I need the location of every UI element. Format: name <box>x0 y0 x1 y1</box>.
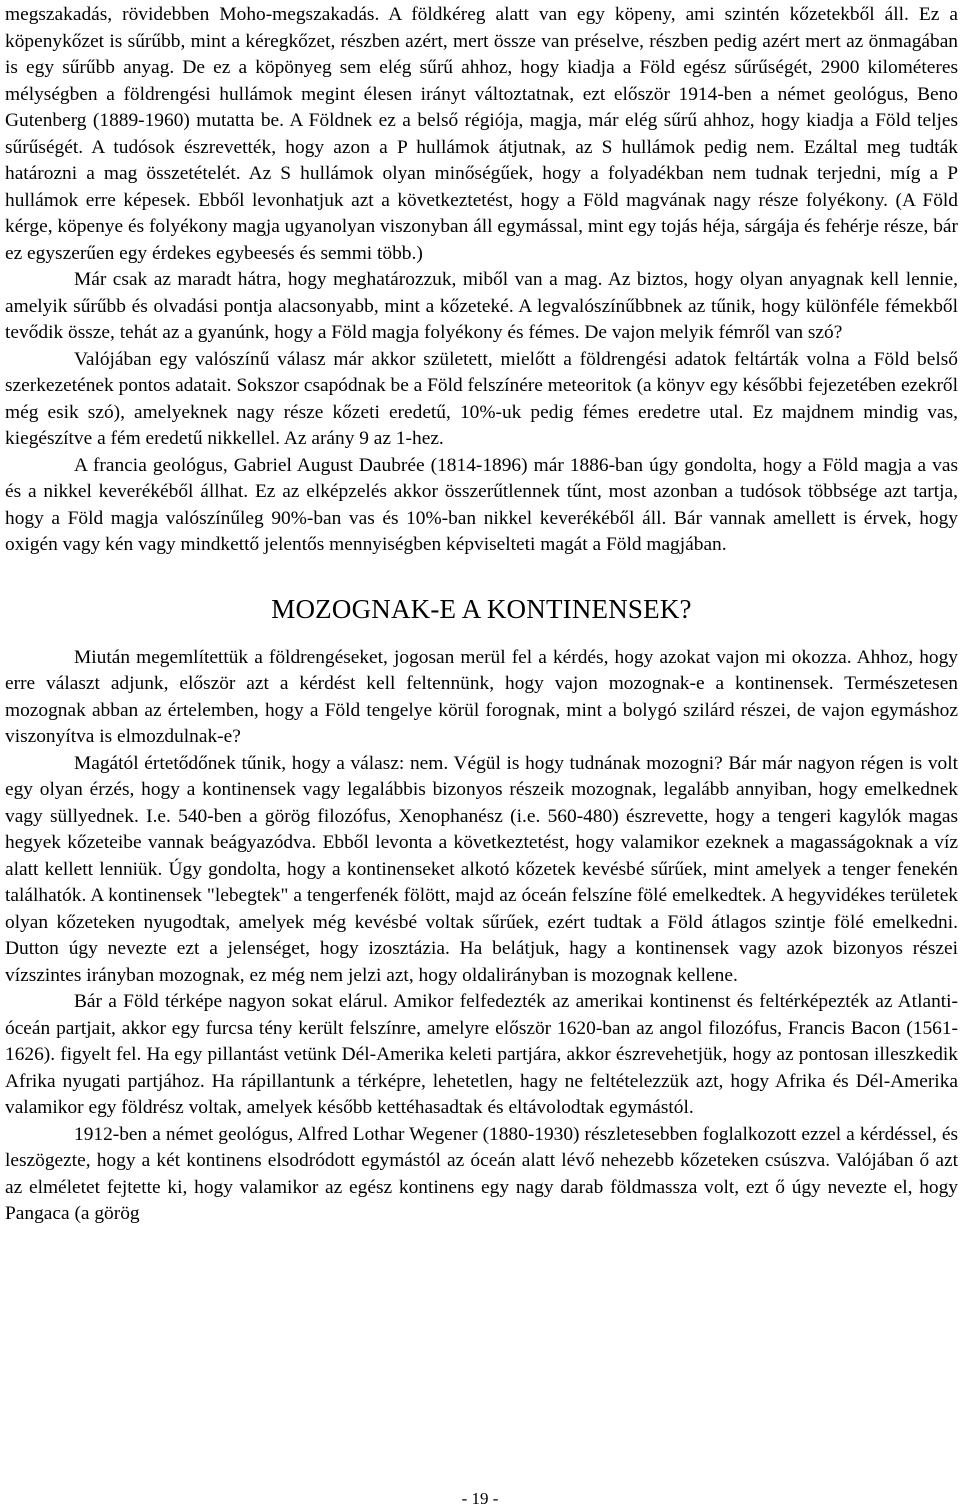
paragraph: Bár a Föld térképe nagyon sokat elárul. Amikor felfedezték az amerikai kontinenst és feltérképezték az Atlanti-óceán partjait, akkor egy furcsa tény került felszínre, amelyre először 1620-ban az angol filozófus, Francis Bacon (1561-1626). figyelt fel. Ha egy pillantást vetünk Dél-Amerika keleti partjára, akkor észrevehetjük, hogy az pontosan illeszkedik Afrika nyugati partjához. Ha rápillantunk a térképre, lehetetlen, hagy ne feltételezzük azt, hogy Afrika és Dél-Amerika valamikor egy földrész voltak, amelyek később kettéhasadtak és eltávolodtak egymástól. <box>5 991 958 1118</box>
paragraph: 1912-ben a német geológus, Alfred Lothar Wegener (1880-1930) részletesebben foglalkozott ezzel a kérdéssel, és leszögezte, hogy a két kontinens elsodródott egymástól az óceán alatt lévő nehezebb kőzeteken csúszva. Valójában ő azt az elméletet fejtette ki, hogy valamikor az egész kontinens egy nagy darab földmassza volt, ezt ő úgy nevezte el, hogy Pangaca (a görög <box>5 1123 958 1224</box>
paragraph: megszakadás, rövidebben Moho-megszakadás. A földkéreg alatt van egy köpeny, ami szintén kőzetekből áll. Ez a köpenykőzet is sűrűbb, mint a kéregkőzet, részben azért, mert össze van préselve, részben pedig azért mert az önmagában is egy sűrűbb anyag. De ez a köpönyeg sem elég sűrű ahhoz, hogy kiadja a Föld egész sűrűségét, 2900 kilométeres mélységben a földrengési hullámok megint élesen irányt változtatnak, ezt először 1914-ben a német geológus, Beno Gutenberg (1889-1960) mutatta be. A Földnek ez a belső régiója, magja, már elég sűrű ahhoz, hogy kiadja a Föld teljes sűrűségét. A tudósok észrevették, hogy azon a P hullámok átjutnak, az S hullámok pedig nem. Ezáltal meg tudták határozni a mag összetételét. Az S hullámok olyan minőségűek, hogy a folyadékban nem tudnak terjedni, míg a P hullámok erre képesek. Ebből levonhatjuk azt a következtetést, hogy a Föld magvának nagy része folyékony. (A Föld kérge, köpenye és folyékony magja ugyanolyan viszonyban áll egymással, mint egy tojás héja, sárgája és fehérje része, bár ez egyszerűen egy érdekes egybeesés és semmi több.) <box>5 4 958 264</box>
paragraph: Miután megemlítettük a földrengéseket, jogosan merül fel a kérdés, hogy azokat vajon mi okozza. Ahhoz, hogy erre választ adjunk, először azt a kérdést kell feltennünk, hogy vajon mozognak-e a kontinensek. Természetesen mozognak abban az értelemben, hogy a Föld tengelye körül forognak, mint a bolygó szilárd részei, de vajon egymáshoz viszonyítva is elmozdulnak-e? <box>5 646 958 747</box>
paragraph: Magától értetődőnek tűnik, hogy a válasz: nem. Végül is hogy tudnának mozogni? Bár már nagyon régen is volt egy olyan érzés, hogy a kontinensek vagy legalábbis bizonyos részeik mozognak, legalább annyiban, hogy emelkednek vagy süllyednek. I.e. 540-ben a görög filozófus, Xenophanész (i.e. 560-480) észrevette, hogy a tengeri kagylók magas hegyek kőzeteibe vannak beágyazódva. Ebből levonta a következtetést, hogy valamikor ezeknek a magasságoknak a víz alatt kellett lenniük. Úgy gondolta, hogy a kontinenseket alkotó kőzetek kevésbé sűrűek, mint amelyek a tenger fenekén találhatók. A kontinensek "lebegtek" a tengerfenék fölött, majd az óceán felszíne fölé emelkedtek. A hegyvidékes területek olyan kőzeteken nyugodtak, amelyek még kevésbé voltak sűrűek, ezért tudtak a Föld átlagos szintje fölé emelkedni. Dutton úgy nevezte ezt a jelenséget, hogy izosztázia. Ha belátjuk, hagy a kontinensek vagy azok bizonyos részei vízszintes irányban mozognak, ez még nem jelzi azt, hogy oldalirányban is mozognak kellene. <box>5 752 958 986</box>
paragraph: A francia geológus, Gabriel August Daubrée (1814-1896) már 1886-ban úgy gondolta, hogy a Föld magja a vas és a nikkel keverékéből állhat. Ez az elképzelés akkor összerűtlennek tűnt, most azonban a tudósok többsége azt tartja, hogy a Föld magja valószínűleg 90%-ban vas és 10%-ban nikkel keverékéből áll. Bár vannak amellett is érvek, hogy oxigén vagy kén vagy mindkettő jelentős mennyiségben képviselteti magát a Föld magjában. <box>5 454 958 555</box>
paragraph: Már csak az maradt hátra, hogy meghatározzuk, miből van a mag. Az biztos, hogy olyan anyagnak kell lennie, amelyik sűrűbb és olvadási pontja alacsonyabb, mint a kőzeteké. A legvalószínűbbnek az tűnik, hogy különféle fémekből tevődik össze, tehát az a gyanúnk, hogy a Föld magja folyékony és fémes. De vajon melyik fémről van szó? <box>5 269 958 343</box>
paragraph: Valójában egy valószínű válasz már akkor született, mielőtt a földrengési adatok feltárták volna a Föld belső szerkezetének pontos adatait. Sokszor csapódnak be a Föld felszínére meteoritok (a könyv egy későbbi fejezetében ezekről még esik szó), amelyeknek nagy része kőzeti eredetű, 10%-uk pedig fémes eredetre utal. Ez majdnem mindig vas, kiegészítve a fém eredetű nikkellel. Az arány 9 az 1-hez. <box>5 348 959 449</box>
page-number: - 19 - <box>461 1489 499 1508</box>
section-heading: MOZOGNAK-E A KONTINENSEK? <box>271 593 692 624</box>
document-page <box>5 2 958 1228</box>
